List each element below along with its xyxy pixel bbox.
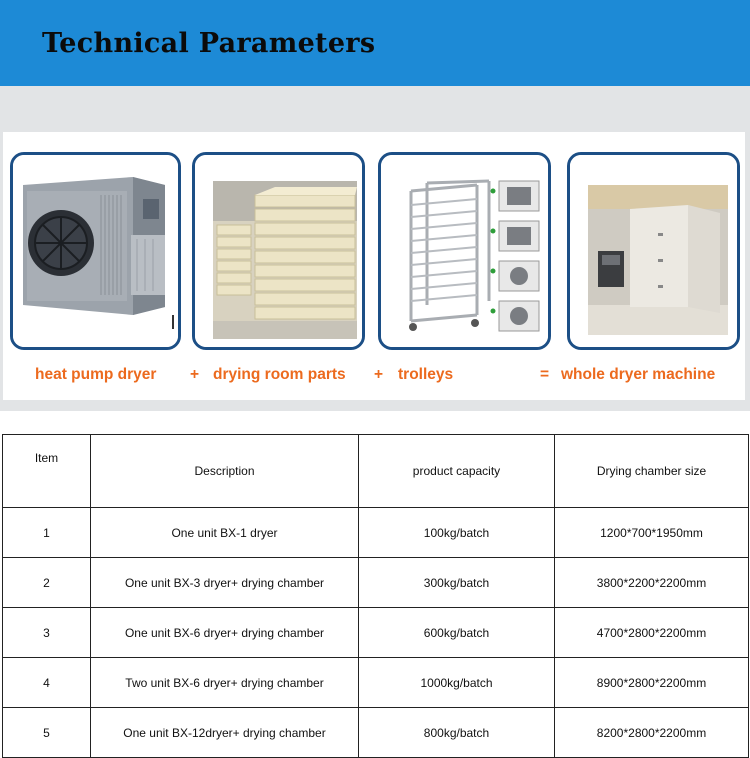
cell-description: One unit BX-12dryer+ drying chamber <box>91 708 359 758</box>
header-product-capacity: product capacity <box>359 435 555 508</box>
cell-description: One unit BX-3 dryer+ drying chamber <box>91 558 359 608</box>
caption-whole-dryer-machine: whole dryer machine <box>561 366 716 383</box>
cell-capacity: 1000kg/batch <box>359 658 555 708</box>
header-item: Item <box>3 435 91 508</box>
cell-description: Two unit BX-6 dryer+ drying chamber <box>91 658 359 708</box>
trolleys-illustration <box>381 155 548 347</box>
product-caption-row <box>0 366 750 390</box>
cell-capacity: 100kg/batch <box>359 508 555 558</box>
caption-plus-1: + <box>190 366 200 383</box>
caption-trolleys: trolleys <box>398 366 454 383</box>
cell-chamber-size: 1200*700*1950mm <box>555 508 749 558</box>
drying-room-parts-illustration <box>195 155 362 347</box>
cell-capacity: 800kg/batch <box>359 708 555 758</box>
cell-item: 2 <box>3 558 91 608</box>
header-drying-chamber-size: Drying chamber size <box>555 435 749 508</box>
cell-capacity: 600kg/batch <box>359 608 555 658</box>
caption-heat-pump-dryer: heat pump dryer <box>35 366 157 383</box>
cell-chamber-size: 3800*2200*2200mm <box>555 558 749 608</box>
table-row <box>3 608 749 658</box>
whole-dryer-machine-illustration <box>570 155 737 347</box>
cell-chamber-size: 8200*2800*2200mm <box>555 708 749 758</box>
cell-item: 4 <box>3 658 91 708</box>
page-title: Technical Parameters <box>42 28 376 59</box>
table-row <box>3 658 749 708</box>
heat-pump-dryer-image <box>10 152 181 350</box>
caption-drying-room-parts: drying room parts <box>213 366 346 383</box>
caption-equals: = <box>540 366 550 383</box>
parameters-table-container <box>2 434 748 740</box>
cell-chamber-size: 4700*2800*2200mm <box>555 608 749 658</box>
cell-capacity: 300kg/batch <box>359 558 555 608</box>
parameters-table <box>2 434 749 758</box>
header-description: Description <box>91 435 359 508</box>
cell-description: One unit BX-6 dryer+ drying chamber <box>91 608 359 658</box>
caption-plus-2: + <box>374 366 384 383</box>
cell-chamber-size: 8900*2800*2200mm <box>555 658 749 708</box>
whole-dryer-machine-image <box>567 152 740 350</box>
cell-item: 5 <box>3 708 91 758</box>
cell-item: 3 <box>3 608 91 658</box>
table-row <box>3 508 749 558</box>
table-row <box>3 708 749 758</box>
drying-room-parts-image <box>192 152 365 350</box>
heat-pump-dryer-illustration <box>13 155 178 347</box>
cell-item: 1 <box>3 508 91 558</box>
table-header-row <box>3 435 749 508</box>
page-header <box>0 0 750 86</box>
trolleys-image <box>378 152 551 350</box>
cell-description: One unit BX-1 dryer <box>91 508 359 558</box>
table-row <box>3 558 749 608</box>
